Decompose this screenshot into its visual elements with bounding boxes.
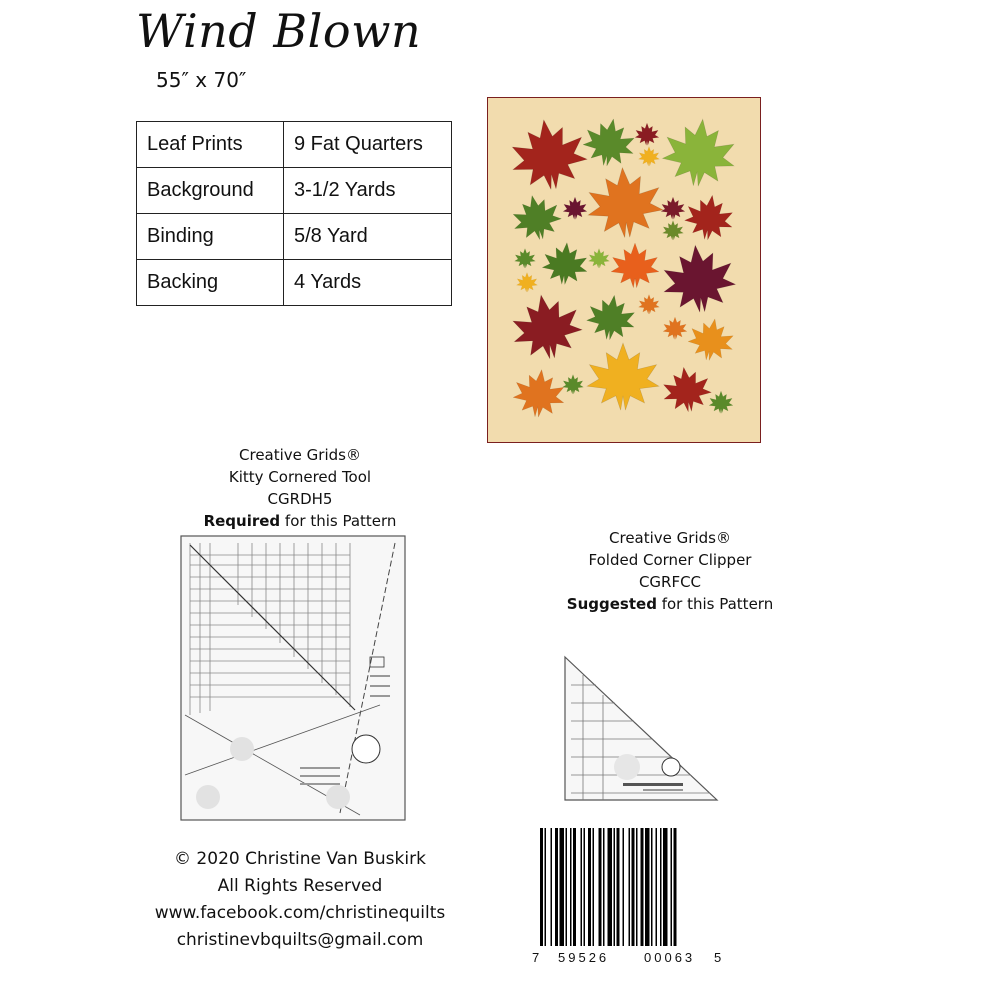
barcode-bar — [540, 828, 543, 946]
tool1-name: Kitty Cornered Tool — [228, 468, 372, 486]
barcode-bar — [660, 828, 662, 946]
table-row — [137, 122, 452, 168]
tool2-caption — [520, 527, 820, 615]
table-row — [137, 260, 452, 306]
tool1-note-rest: for this Pattern — [280, 512, 397, 530]
barcode-bar — [584, 828, 586, 946]
barcode-bar — [663, 828, 668, 946]
barcode-bar — [629, 828, 631, 946]
barcode-bar — [570, 828, 572, 946]
fabric-amount: 3-1/2 Yards — [284, 168, 452, 214]
tool2-name: Folded Corner Clipper — [588, 551, 752, 569]
fabric-item: Binding — [137, 214, 284, 260]
fabric-item: Backing — [137, 260, 284, 306]
finished-size: 55″ x 70″ — [156, 68, 247, 92]
tool1-caption — [160, 444, 440, 532]
table-row — [137, 168, 452, 214]
rights-text: All Rights Reserved — [217, 876, 383, 896]
barcode-bar — [671, 828, 673, 946]
folded-corner-clipper-image — [563, 655, 719, 815]
tool1-note — [160, 510, 440, 532]
barcode-digit-first: 7 — [532, 950, 540, 965]
barcode-bar — [555, 828, 558, 946]
barcode-bar — [632, 828, 635, 946]
barcode-bar — [599, 828, 602, 946]
tool2-code: CGRFCC — [638, 573, 702, 591]
tool1-brand: Creative Grids® — [239, 446, 361, 464]
tool2-brand: Creative Grids® — [609, 529, 731, 547]
facebook-link[interactable]: www.facebook.com/christinequilts — [154, 903, 446, 923]
barcode-bar — [614, 828, 616, 946]
copyright-block — [110, 846, 490, 954]
barcode-digits-left: 59526 — [558, 950, 610, 965]
barcode-digit-last: 5 — [714, 950, 722, 965]
fabric-amount: 4 Yards — [284, 260, 452, 306]
tool2-note-rest: for this Pattern — [656, 595, 774, 613]
barcode-bar — [636, 828, 638, 946]
tool2-note — [520, 593, 820, 615]
quilt-image — [487, 97, 761, 443]
barcode-bar — [588, 828, 591, 946]
fabric-item: Leaf Prints — [137, 122, 284, 168]
barcode-bar — [656, 828, 658, 946]
barcode-bar — [608, 828, 613, 946]
pattern-title: Wind Blown — [136, 4, 422, 58]
barcode-bar — [560, 828, 565, 946]
barcode-bar — [551, 828, 553, 946]
barcode-bar — [617, 828, 620, 946]
kitty-cornered-ruler-image — [180, 535, 406, 821]
barcode-digits-right: 00063 — [644, 950, 696, 965]
fabric-requirements-table — [136, 121, 452, 306]
barcode-bar — [573, 828, 576, 946]
barcode-image — [540, 828, 718, 946]
email-link[interactable]: christinevbquilts@gmail.com — [176, 930, 424, 950]
barcode-bar — [593, 828, 595, 946]
fabric-item: Background — [137, 168, 284, 214]
barcode-bar — [545, 828, 547, 946]
barcode-bar — [581, 828, 583, 946]
table-row — [137, 214, 452, 260]
barcode-bar — [641, 828, 644, 946]
barcode-bar — [603, 828, 605, 946]
tool1-note-bold: Required — [203, 512, 281, 530]
barcode-bar — [623, 828, 625, 946]
fabric-amount: 5/8 Yard — [284, 214, 452, 260]
barcode-bar — [645, 828, 650, 946]
fabric-amount: 9 Fat Quarters — [284, 122, 452, 168]
barcode-bar — [674, 828, 677, 946]
tool1-code: CGRDH5 — [267, 490, 333, 508]
tool2-note-bold: Suggested — [566, 595, 657, 613]
barcode-bar — [651, 828, 653, 946]
barcode-bar — [566, 828, 568, 946]
copyright-text: © 2020 Christine Van Buskirk — [174, 849, 426, 869]
